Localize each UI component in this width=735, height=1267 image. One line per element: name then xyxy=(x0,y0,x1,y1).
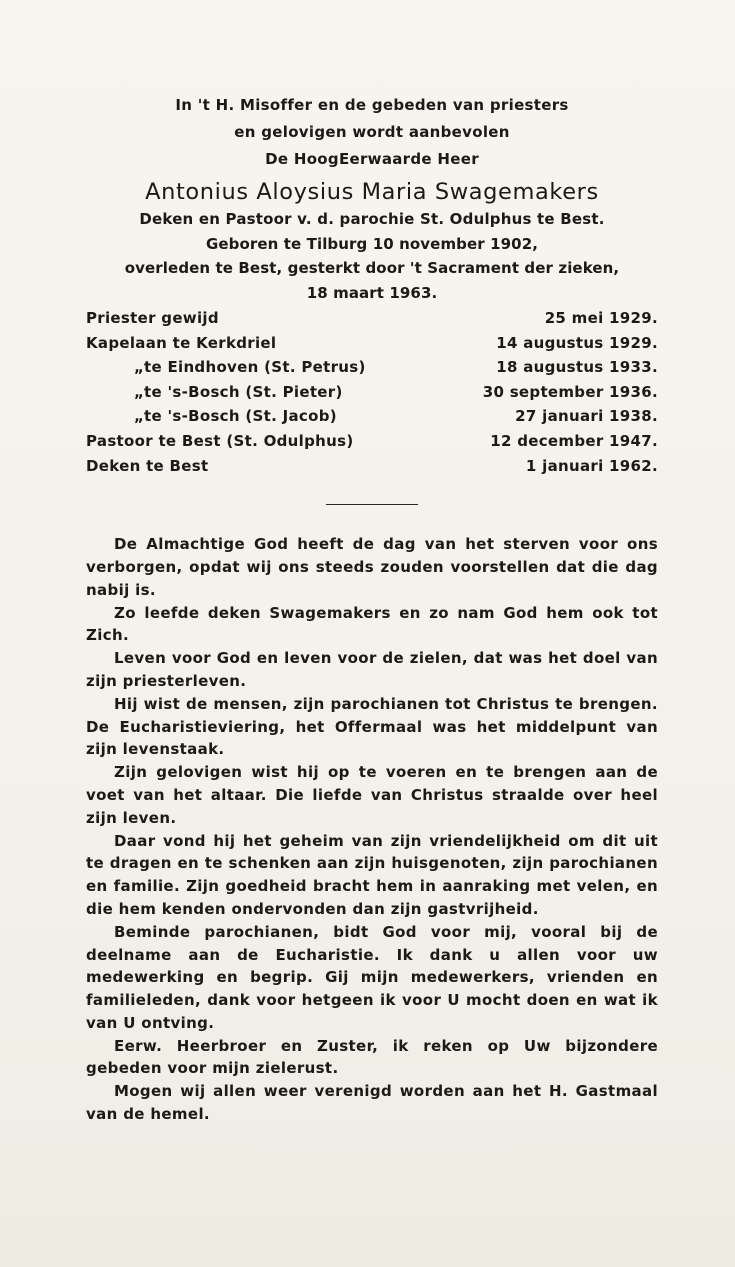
paragraph: Daar vond hij het geheim van zijn vriendelijkheid om dit uit te dragen en te schenken aan zijn huisgenoten, zijn parochianen en familie. Zijn goedheid bracht hem in aanraking met velen, en die hem kenden ondervonden dan zijn gastvrijheid. xyxy=(86,831,658,918)
titles-block xyxy=(86,207,658,305)
paragraph: Mogen wij allen weer verenigd worden aan het H. Gastmaal van de hemel. xyxy=(86,1082,658,1124)
paragraph: Zijn gelovigen wist hij op te voeren en te brengen aan de voet van het altaar. Die liefde van Christus straalde over heel zijn leven. xyxy=(86,763,658,827)
death-line: overleden te Best, gesterkt door 't Sacrament der zieken, xyxy=(124,259,620,277)
career-date: 12 december 1947. xyxy=(490,431,658,450)
career-role: Deken te Best xyxy=(86,456,209,475)
career-row xyxy=(86,404,658,429)
career-role: te 's-Bosch (St. Pieter) xyxy=(144,382,343,401)
paragraph: De Almachtige God heeft de dag van het sterven voor ons verborgen, opdat wij ons steeds zouden voorstellen dat die dag nabij is. xyxy=(86,535,658,599)
deceased-name: Antonius Aloysius Maria Swagemakers xyxy=(145,179,599,205)
intro-line: en gelovigen wordt aanbevolen xyxy=(234,123,510,141)
paragraph: Leven voor God en leven voor de zielen, dat was het doel van zijn priesterleven. xyxy=(86,649,658,690)
career-list xyxy=(86,306,658,478)
ditto-mark: „ xyxy=(134,382,145,401)
career-row xyxy=(86,454,658,479)
career-role: Kapelaan te Kerkdriel xyxy=(86,333,277,352)
birth-line: Geboren te Tilburg 10 november 1902, xyxy=(205,234,539,253)
career-row xyxy=(86,306,658,331)
career-date: 18 augustus 1933. xyxy=(496,358,658,377)
career-role: te Eindhoven (St. Petrus) xyxy=(144,358,366,377)
death-date: 18 maart 1963. xyxy=(306,283,438,302)
paragraph: Beminde parochianen, bidt God voor mij, vooral bij de deelname aan de Eucharistie. Ik dank u allen voor uw medewerking en begrip. Gij mijn medewerkers, vrienden en familieleden, dank voor hetgeen ik voor U mocht doen en wat ik van U ontving. xyxy=(86,922,658,1032)
career-date: 30 september 1936. xyxy=(482,382,658,401)
ditto-mark: „ xyxy=(134,358,145,377)
paragraph: Hij wist de mensen, zijn parochianen tot Christus te brengen. De Eucharistieviering, het Offermaal was het middelpunt van zijn levenstaak. xyxy=(86,694,658,759)
separator-line xyxy=(326,504,418,505)
career-date: 27 januari 1938. xyxy=(515,407,658,426)
eulogy-text xyxy=(86,533,658,1126)
career-row xyxy=(86,331,658,356)
intro-line: In 't H. Misoffer en de gebeden van priesters xyxy=(175,96,569,114)
career-row xyxy=(86,429,658,454)
ditto-mark: „ xyxy=(134,407,145,426)
career-date: 25 mei 1929. xyxy=(544,309,658,327)
career-role: Priester gewijd xyxy=(86,309,219,327)
paragraph: Zo leefde deken Swagemakers en zo nam God hem ook tot Zich. xyxy=(86,603,658,645)
intro-block xyxy=(86,92,658,173)
career-role: Pastoor te Best (St. Odulphus) xyxy=(86,431,354,450)
title-line: Deken en Pastoor v. d. parochie St. Odulphus te Best. xyxy=(139,210,605,228)
intro-line: De HoogEerwaarde Heer xyxy=(265,150,479,168)
career-role: te 's-Bosch (St. Jacob) xyxy=(144,407,337,426)
career-row xyxy=(86,380,658,405)
career-date: 1 januari 1962. xyxy=(525,456,658,475)
career-row xyxy=(86,355,658,380)
paragraph: Eerw. Heerbroer en Zuster, ik reken op Uw bijzondere gebeden voor mijn zielerust. xyxy=(86,1036,658,1078)
card-content xyxy=(86,92,658,1126)
career-date: 14 augustus 1929. xyxy=(496,333,658,352)
